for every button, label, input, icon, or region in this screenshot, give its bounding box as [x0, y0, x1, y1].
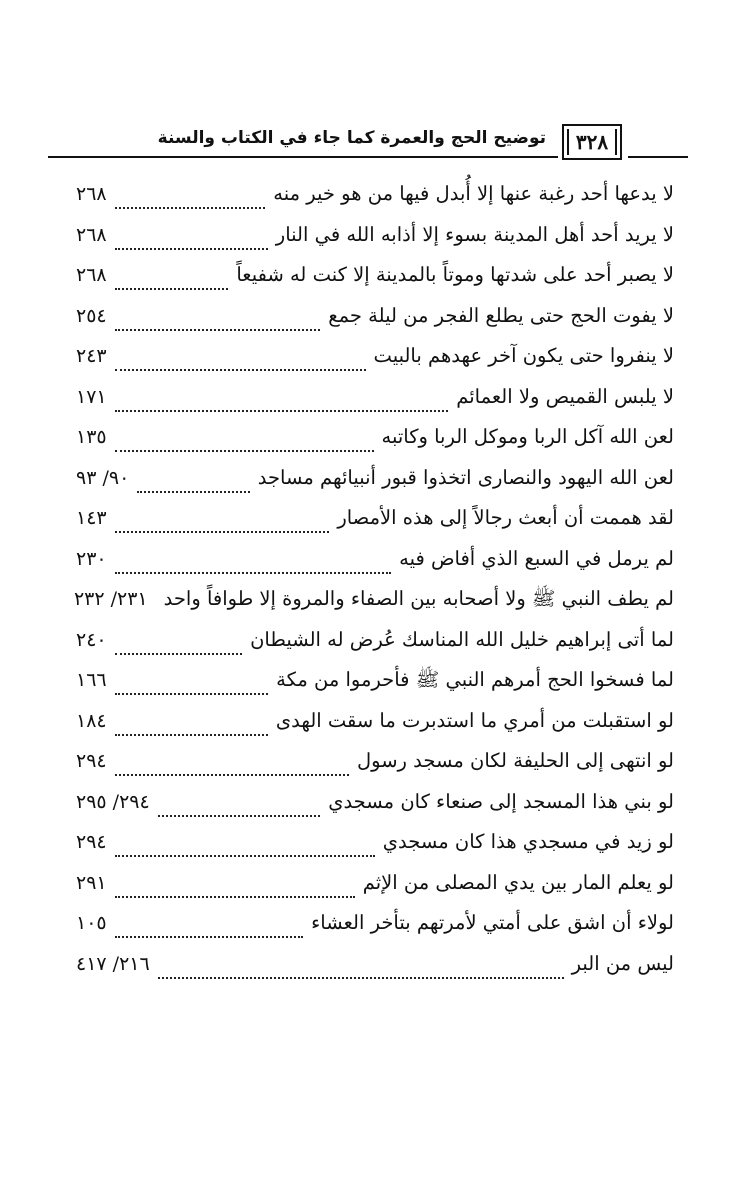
header-rule: [48, 156, 558, 158]
page-number-box: [562, 124, 622, 160]
leader-dots: [115, 288, 229, 290]
entry-page: ٢٦٨: [76, 223, 107, 246]
index-entry: [76, 749, 674, 790]
entry-text: لو انتهى إلى الحليفة لكان مسجد رسول: [356, 749, 674, 772]
index-entry: [76, 709, 674, 750]
entry-page: ٢٥٤: [76, 304, 107, 327]
entry-page: ١٧١: [76, 385, 107, 408]
entry-text: لا يلبس القميص ولا العمائم: [456, 384, 674, 408]
leader-dots: [115, 693, 269, 695]
page-header: [48, 118, 688, 162]
index-entry: [76, 790, 674, 831]
entry-text: لعن الله اليهود والنصارى اتخذوا قبور أنبيائهم مساجد: [257, 465, 674, 489]
entry-page: ١٣٥: [76, 426, 107, 448]
index-entry: [76, 871, 674, 912]
page-number: ٣٢٨: [575, 130, 609, 154]
entry-text: لا يفوت الحج حتى يطلع الفجر من ليلة جمع: [328, 303, 674, 327]
entry-text: لقد هممت أن أبعث رجالاً إلى هذه الأمصار: [337, 506, 674, 529]
entry-text: لا يصبر أحد على شدتها وموتاً بالمدينة إلا كنت له شفيعاً: [236, 263, 674, 286]
entry-text: لعن الله آكل الربا وموكل الربا وكاتبه: [381, 425, 674, 448]
entry-page: ٢٣١/ ٢٣٢: [73, 588, 148, 610]
entry-page: ٢٩٤: [76, 750, 107, 772]
entry-page: ١٤٣: [76, 507, 107, 529]
index-entry: [76, 668, 674, 709]
leader-dots: [115, 572, 391, 574]
entry-text: لا يدعها أحد رغبة عنها إلا أُبدل فيها من هو خير منه: [273, 182, 674, 205]
leader-dots: [115, 450, 374, 452]
leader-dots: [115, 531, 330, 533]
entry-page: ٢٤٣: [76, 345, 107, 367]
entry-text: لا ينفروا حتى يكون آخر عهدهم بالبيت: [373, 344, 674, 367]
entry-page: ٢٦٨: [76, 264, 107, 286]
leader-dots: [158, 815, 320, 817]
index-entry: [76, 628, 674, 669]
leader-dots: [115, 248, 268, 250]
index-entry: [76, 223, 674, 264]
leader-dots: [115, 774, 349, 776]
entry-page: ٢١٦/ ٤١٧: [76, 952, 150, 975]
entry-text: لما فسخوا الحج أمرهم النبي ﷺ فأحرموا من مكة: [276, 668, 674, 691]
index-entry: [76, 911, 674, 952]
index-list: [73, 182, 674, 992]
index-entry: [76, 385, 674, 426]
entry-text: لا يريد أحد أهل المدينة بسوء إلا أذابه الله في النار: [275, 222, 674, 246]
leader-dots: [115, 855, 375, 857]
entry-text: ليس من البر: [571, 951, 674, 975]
leader-dots: [115, 207, 266, 209]
entry-text: لو بني هذا المسجد إلى صنعاء كان مسجدي: [328, 789, 674, 813]
leader-dots: [115, 329, 321, 331]
running-title: توضيح الحج والعمرة كما جاء في الكتاب والسنة: [157, 128, 546, 148]
leader-dots: [158, 977, 564, 979]
leader-dots: [115, 936, 304, 938]
index-entry: [76, 952, 674, 993]
index-entry: [76, 506, 674, 547]
entry-page: ١٦٦: [76, 669, 107, 691]
entry-page: ٩٠/ ٩٣: [76, 466, 130, 489]
header-rule: [628, 156, 688, 158]
index-entry: [76, 263, 674, 304]
leader-dots: [115, 410, 449, 412]
leader-dots: [115, 896, 355, 898]
index-entry: [76, 547, 674, 588]
leader-dots: [115, 653, 242, 655]
entry-page: ١٠٥: [76, 912, 107, 934]
index-entry: [76, 830, 674, 871]
entry-page: ٢٩٤: [76, 831, 107, 853]
entry-text: لو استقبلت من أمري ما استدبرت ما سقت الهدى: [275, 708, 674, 732]
index-entry: [76, 304, 674, 345]
entry-page: ٢٤٠: [76, 628, 107, 651]
entry-text: لو زيد في مسجدي هذا كان مسجدي: [382, 830, 674, 853]
leader-dots: [137, 491, 249, 493]
entry-text: لما أتى إبراهيم خليل الله المناسك عُرض له الشيطان: [250, 627, 674, 651]
entry-page: ٢٦٨: [76, 183, 107, 205]
entry-page: ١٨٤: [76, 709, 107, 732]
entry-text: لولاء أن اشق على أمتي لأمرتهم بتأخر العشاء: [311, 911, 674, 934]
index-entry: [76, 466, 674, 507]
index-entry: [76, 425, 674, 466]
entry-page: ٢٩١: [76, 871, 107, 894]
entry-page: ٢٣٠: [76, 547, 107, 570]
index-entry: [73, 587, 674, 628]
index-entry: [76, 344, 674, 385]
index-entry: [76, 182, 674, 223]
leader-dots: [115, 734, 268, 736]
entry-text: لم يرمل في السبع الذي أفاض فيه: [399, 546, 674, 570]
entry-text: لو يعلم المار بين يدي المصلى من الإثم: [362, 870, 674, 894]
entry-page: ٢٩٤/ ٢٩٥: [76, 790, 150, 813]
entry-text: لم يطف النبي ﷺ ولا أصحابه بين الصفاء والمروة إلا طوافاً واحد: [163, 587, 674, 610]
leader-dots: [115, 369, 366, 371]
